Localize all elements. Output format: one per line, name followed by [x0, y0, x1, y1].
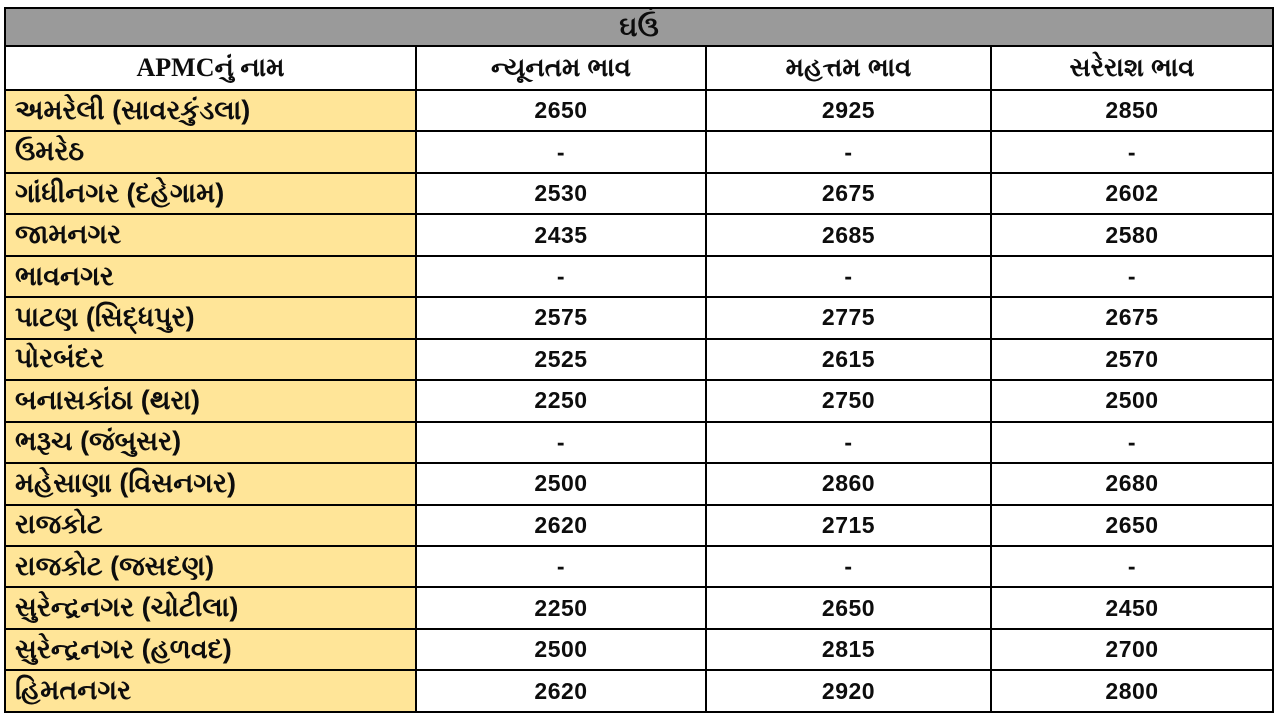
table-row [5, 214, 1273, 255]
min-price-cell: 2435 [416, 214, 706, 255]
min-price-cell: 2620 [416, 505, 706, 546]
avg-price-cell: 2700 [991, 629, 1273, 670]
avg-price-cell: 2850 [991, 90, 1273, 131]
min-price-cell: - [416, 256, 706, 297]
min-price-cell: 2650 [416, 90, 706, 131]
table-row [5, 629, 1273, 670]
title-row [5, 8, 1273, 46]
table-row [5, 546, 1273, 587]
max-price-cell: - [706, 422, 991, 463]
header-row [5, 46, 1273, 90]
avg-price-cell: 2570 [991, 339, 1273, 380]
apmc-name-cell: ભાવનગર [5, 256, 416, 297]
apmc-name-cell: પોરબંદર [5, 339, 416, 380]
min-price-cell: 2500 [416, 463, 706, 504]
max-price-cell: - [706, 546, 991, 587]
table-row [5, 90, 1273, 131]
commodity-title: ઘઉં [5, 8, 1273, 46]
apmc-name-cell: રાજકોટ [5, 505, 416, 546]
table-row [5, 131, 1273, 172]
table-row [5, 297, 1273, 338]
max-price-cell: 2815 [706, 629, 991, 670]
max-price-cell: - [706, 131, 991, 172]
apmc-name-cell: બનાસકાંઠા (થરા) [5, 380, 416, 421]
avg-price-cell: 2500 [991, 380, 1273, 421]
max-price-cell: 2685 [706, 214, 991, 255]
min-price-cell: - [416, 546, 706, 587]
min-price-cell: 2620 [416, 670, 706, 712]
apmc-price-table [4, 7, 1274, 713]
min-price-cell: - [416, 422, 706, 463]
avg-price-cell: 2675 [991, 297, 1273, 338]
header-apmc-name: APMCનું નામ [5, 46, 416, 90]
max-price-cell: 2920 [706, 670, 991, 712]
avg-price-cell: 2602 [991, 173, 1273, 214]
min-price-cell: 2250 [416, 587, 706, 628]
table-row [5, 422, 1273, 463]
apmc-name-cell: સુરેન્દ્રનગર (હળવદ) [5, 629, 416, 670]
table-row [5, 173, 1273, 214]
max-price-cell: - [706, 256, 991, 297]
avg-price-cell: 2580 [991, 214, 1273, 255]
min-price-cell: - [416, 131, 706, 172]
max-price-cell: 2715 [706, 505, 991, 546]
table-row [5, 380, 1273, 421]
max-price-cell: 2925 [706, 90, 991, 131]
apmc-name-cell: સુરેન્દ્રનગર (ચોટીલા) [5, 587, 416, 628]
apmc-name-cell: ગાંધીનગર (દહેગામ) [5, 173, 416, 214]
table-row [5, 505, 1273, 546]
max-price-cell: 2650 [706, 587, 991, 628]
avg-price-cell: 2800 [991, 670, 1273, 712]
apmc-name-cell: અમરેલી (સાવરકુંડલા) [5, 90, 416, 131]
avg-price-cell: 2450 [991, 587, 1273, 628]
avg-price-cell: - [991, 546, 1273, 587]
max-price-cell: 2775 [706, 297, 991, 338]
table-row [5, 463, 1273, 504]
header-avg-price: સરેરાશ ભાવ [991, 46, 1273, 90]
min-price-cell: 2575 [416, 297, 706, 338]
apmc-name-cell: હિમતનગર [5, 670, 416, 712]
apmc-name-cell: પાટણ (સિદ્ધપુર) [5, 297, 416, 338]
avg-price-cell: - [991, 256, 1273, 297]
max-price-cell: 2675 [706, 173, 991, 214]
table-row [5, 587, 1273, 628]
min-price-cell: 2525 [416, 339, 706, 380]
min-price-cell: 2250 [416, 380, 706, 421]
header-min-price: ન્યૂનતમ ભાવ [416, 46, 706, 90]
table-row [5, 256, 1273, 297]
apmc-name-cell: જામનગર [5, 214, 416, 255]
table-row [5, 339, 1273, 380]
max-price-cell: 2860 [706, 463, 991, 504]
header-max-price: મહત્તમ ભાવ [706, 46, 991, 90]
apmc-name-cell: રાજકોટ (જસદણ) [5, 546, 416, 587]
min-price-cell: 2530 [416, 173, 706, 214]
apmc-name-cell: મહેસાણા (વિસનગર) [5, 463, 416, 504]
max-price-cell: 2615 [706, 339, 991, 380]
apmc-name-cell: ઉમરેઠ [5, 131, 416, 172]
table-row [5, 670, 1273, 712]
avg-price-cell: 2680 [991, 463, 1273, 504]
apmc-name-cell: ભરૂચ (જંબુસર) [5, 422, 416, 463]
avg-price-cell: - [991, 422, 1273, 463]
min-price-cell: 2500 [416, 629, 706, 670]
avg-price-cell: - [991, 131, 1273, 172]
avg-price-cell: 2650 [991, 505, 1273, 546]
max-price-cell: 2750 [706, 380, 991, 421]
